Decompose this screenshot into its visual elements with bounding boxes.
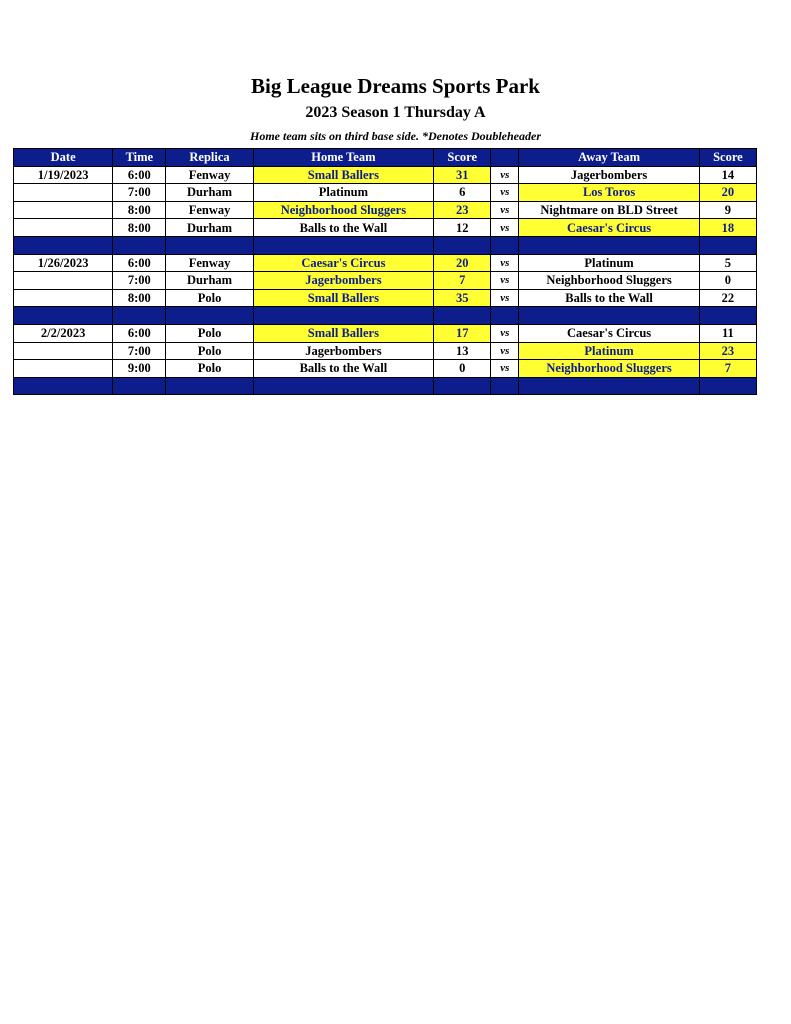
game-time: 8:00 — [113, 201, 166, 219]
page-title: Big League Dreams Sports Park — [251, 74, 540, 98]
vs-label: vs — [491, 254, 519, 272]
game-date: 1/26/2023 — [14, 254, 113, 272]
away-team: Neighborhood Sluggers — [519, 272, 699, 290]
away-team: Jagerbombers — [519, 166, 699, 184]
home-team-note: Home team sits on third base side. *Denotes Doubleheader — [250, 129, 541, 143]
game-row — [14, 342, 757, 360]
away-score: 11 — [699, 324, 756, 342]
away-team: Neighborhood Sluggers — [519, 360, 699, 378]
separator-cell — [491, 307, 519, 325]
separator-cell — [166, 236, 253, 254]
game-time: 8:00 — [113, 289, 166, 307]
home-score: 13 — [434, 342, 491, 360]
vs-label: vs — [491, 184, 519, 202]
separator-cell — [519, 236, 699, 254]
week-separator — [14, 236, 757, 254]
separator-cell — [519, 377, 699, 395]
separator-cell — [491, 236, 519, 254]
game-row — [14, 324, 757, 342]
schedule-body — [14, 166, 757, 395]
week-separator — [14, 307, 757, 325]
home-score: 35 — [434, 289, 491, 307]
header-row — [14, 149, 757, 167]
col-header-time: Time — [113, 149, 166, 167]
away-score: 5 — [699, 254, 756, 272]
vs-label: vs — [491, 289, 519, 307]
away-team: Balls to the Wall — [519, 289, 699, 307]
separator-cell — [434, 307, 491, 325]
vs-label: vs — [491, 219, 519, 237]
col-header-date: Date — [14, 149, 113, 167]
game-date — [14, 201, 113, 219]
separator-cell — [166, 377, 253, 395]
game-time: 6:00 — [113, 254, 166, 272]
vs-label: vs — [491, 324, 519, 342]
game-date — [14, 219, 113, 237]
game-replica: Fenway — [166, 201, 253, 219]
game-replica: Durham — [166, 219, 253, 237]
game-row — [14, 184, 757, 202]
separator-cell — [491, 377, 519, 395]
separator-cell — [699, 307, 756, 325]
game-date: 1/19/2023 — [14, 166, 113, 184]
away-score: 20 — [699, 184, 756, 202]
away-team: Nightmare on BLD Street — [519, 201, 699, 219]
season-subtitle: 2023 Season 1 Thursday A — [305, 104, 486, 121]
home-score: 20 — [434, 254, 491, 272]
game-time: 6:00 — [113, 166, 166, 184]
separator-cell — [253, 307, 433, 325]
separator-cell — [434, 236, 491, 254]
game-replica: Polo — [166, 360, 253, 378]
home-team: Caesar's Circus — [253, 254, 433, 272]
away-team: Caesar's Circus — [519, 324, 699, 342]
away-score: 14 — [699, 166, 756, 184]
game-date — [14, 360, 113, 378]
game-date: 2/2/2023 — [14, 324, 113, 342]
separator-cell — [14, 377, 113, 395]
separator-cell — [14, 307, 113, 325]
game-replica: Polo — [166, 324, 253, 342]
game-date — [14, 289, 113, 307]
away-score: 0 — [699, 272, 756, 290]
schedule-table — [13, 148, 757, 395]
home-score: 31 — [434, 166, 491, 184]
game-time: 9:00 — [113, 360, 166, 378]
separator-cell — [434, 377, 491, 395]
game-time: 7:00 — [113, 272, 166, 290]
game-time: 8:00 — [113, 219, 166, 237]
home-team: Balls to the Wall — [253, 219, 433, 237]
game-row — [14, 360, 757, 378]
game-time: 7:00 — [113, 184, 166, 202]
game-date — [14, 272, 113, 290]
home-score: 12 — [434, 219, 491, 237]
game-row — [14, 254, 757, 272]
vs-label: vs — [491, 201, 519, 219]
game-row — [14, 272, 757, 290]
game-replica: Polo — [166, 289, 253, 307]
home-team: Neighborhood Sluggers — [253, 201, 433, 219]
away-score: 23 — [699, 342, 756, 360]
game-replica: Durham — [166, 184, 253, 202]
separator-cell — [166, 307, 253, 325]
game-row — [14, 201, 757, 219]
vs-label: vs — [491, 342, 519, 360]
week-separator — [14, 377, 757, 395]
separator-cell — [253, 377, 433, 395]
away-score: 22 — [699, 289, 756, 307]
home-score: 17 — [434, 324, 491, 342]
home-team: Small Ballers — [253, 289, 433, 307]
separator-cell — [253, 236, 433, 254]
separator-cell — [113, 236, 166, 254]
home-team: Jagerbombers — [253, 342, 433, 360]
home-score: 6 — [434, 184, 491, 202]
home-team: Small Ballers — [253, 324, 433, 342]
vs-label: vs — [491, 360, 519, 378]
game-date — [14, 184, 113, 202]
away-score: 9 — [699, 201, 756, 219]
vs-label: vs — [491, 272, 519, 290]
separator-cell — [113, 307, 166, 325]
vs-label: vs — [491, 166, 519, 184]
col-header-replica: Replica — [166, 149, 253, 167]
game-replica: Fenway — [166, 254, 253, 272]
game-replica: Polo — [166, 342, 253, 360]
game-replica: Durham — [166, 272, 253, 290]
away-score: 7 — [699, 360, 756, 378]
separator-cell — [699, 377, 756, 395]
home-score: 7 — [434, 272, 491, 290]
home-team: Balls to the Wall — [253, 360, 433, 378]
separator-cell — [14, 236, 113, 254]
separator-cell — [699, 236, 756, 254]
col-header-home-score: Score — [434, 149, 491, 167]
away-team: Platinum — [519, 342, 699, 360]
separator-cell — [519, 307, 699, 325]
game-time: 7:00 — [113, 342, 166, 360]
away-team: Los Toros — [519, 184, 699, 202]
col-header-home-team: Home Team — [253, 149, 433, 167]
game-time: 6:00 — [113, 324, 166, 342]
col-header-away-score: Score — [699, 149, 756, 167]
away-team: Platinum — [519, 254, 699, 272]
game-date — [14, 342, 113, 360]
home-score: 23 — [434, 201, 491, 219]
away-team: Caesar's Circus — [519, 219, 699, 237]
game-replica: Fenway — [166, 166, 253, 184]
away-score: 18 — [699, 219, 756, 237]
home-team: Jagerbombers — [253, 272, 433, 290]
game-row — [14, 219, 757, 237]
game-row — [14, 289, 757, 307]
col-header-vs — [491, 149, 519, 167]
home-team: Small Ballers — [253, 166, 433, 184]
home-team: Platinum — [253, 184, 433, 202]
home-score: 0 — [434, 360, 491, 378]
col-header-away-team: Away Team — [519, 149, 699, 167]
game-row — [14, 166, 757, 184]
separator-cell — [113, 377, 166, 395]
